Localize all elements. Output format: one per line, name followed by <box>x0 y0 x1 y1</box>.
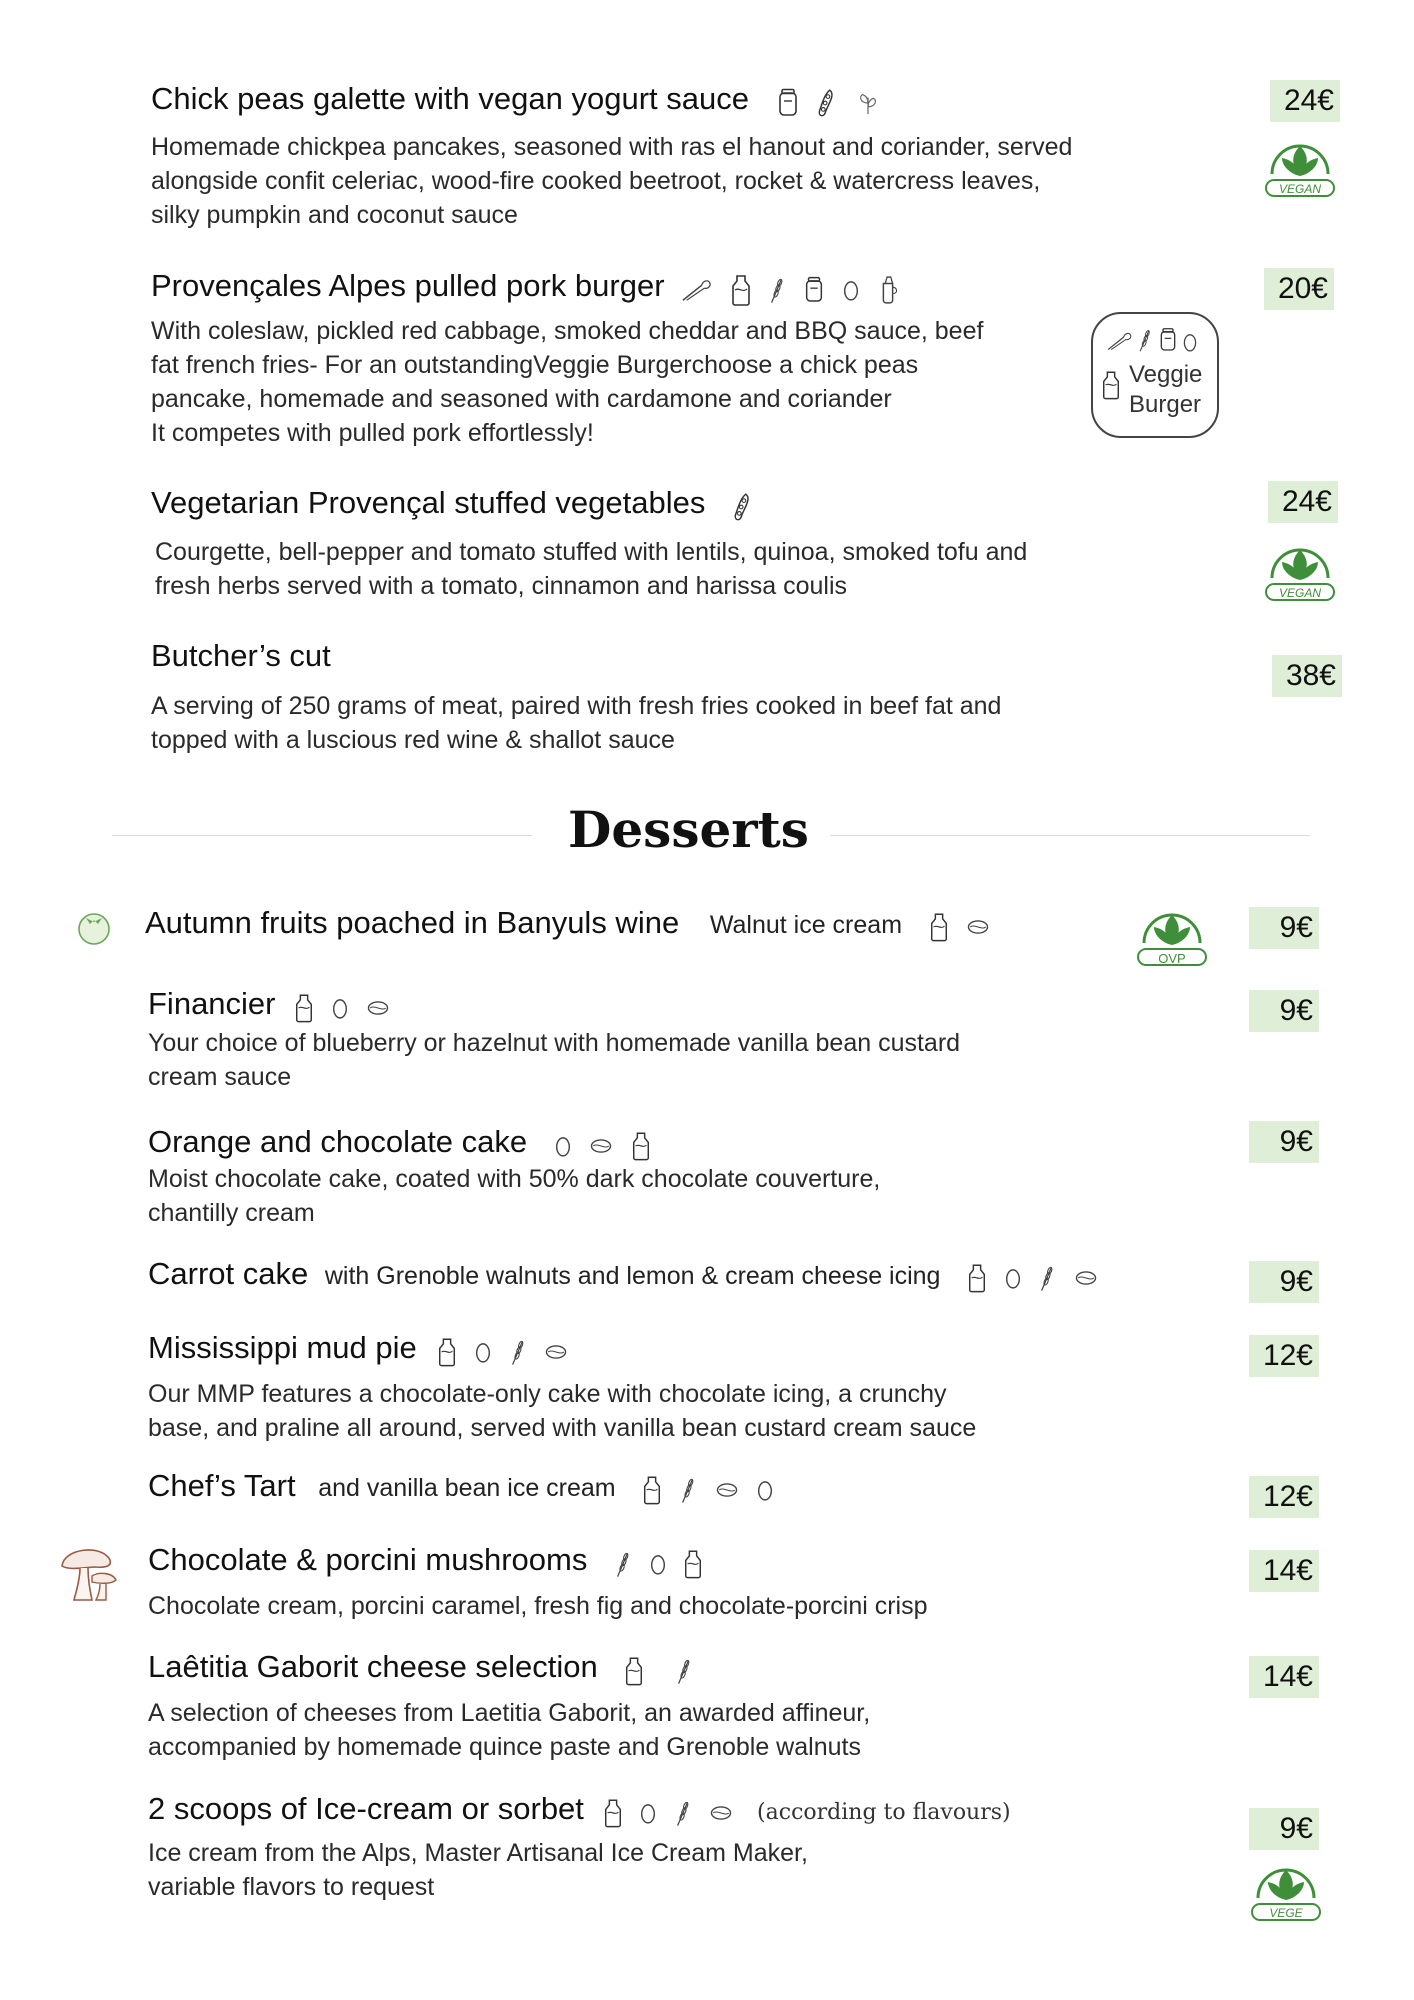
milk-bottle-icon <box>294 993 314 1023</box>
allergen-icons <box>679 269 908 306</box>
vege-badge <box>1248 1860 1324 1924</box>
egg-icon <box>756 1477 774 1503</box>
allergen-icons <box>929 906 1000 943</box>
egg-icon <box>1182 330 1198 354</box>
wheat-icon <box>679 1475 697 1505</box>
veggie-icons <box>1105 326 1198 359</box>
bean-icon <box>816 87 838 119</box>
dessert-title <box>145 904 999 943</box>
dish-description <box>151 689 1001 757</box>
badge-label: VEGAN <box>1278 586 1321 600</box>
jar-icon <box>776 87 800 119</box>
divider-right <box>830 835 1310 836</box>
badge-label: OVP <box>1158 951 1186 966</box>
milk-bottle-icon <box>603 1798 623 1828</box>
milk-bottle-icon <box>1101 370 1121 400</box>
dish-description <box>148 1162 880 1230</box>
price-tag: 14€ <box>1249 1656 1319 1698</box>
egg-icon <box>649 1551 667 1577</box>
flavour-note: (according to flavours) <box>757 1800 1011 1825</box>
dessert-title <box>148 1329 577 1368</box>
dish-title <box>151 637 331 674</box>
milk-bottle-icon <box>730 274 752 306</box>
price-tag: 24€ <box>1268 481 1338 523</box>
veggie-burger-box <box>1091 312 1219 438</box>
mustard-icon <box>876 274 900 306</box>
nut-icon <box>1073 1268 1099 1288</box>
dessert-title <box>148 1648 701 1687</box>
dish-description <box>151 130 1072 232</box>
celery-icon <box>679 276 713 304</box>
dish-extra: with Grenoble walnuts and lemon & cream cheese icing <box>324 1262 941 1290</box>
price-tag: 24€ <box>1270 80 1340 122</box>
divider-left <box>112 835 532 836</box>
dessert-title <box>148 1255 1107 1294</box>
dish-description <box>148 1696 870 1764</box>
allergen-icons <box>642 1469 782 1506</box>
wheat-icon <box>1137 326 1153 354</box>
description-line: A selection of cheeses from Laetitia Gaborit, an awarded affineur, <box>148 1699 871 1727</box>
description-line: pancake, homemade and seasoned with cardamone and coriander <box>151 385 892 413</box>
dessert-title <box>148 1541 711 1580</box>
milk-bottle-icon <box>642 1475 662 1505</box>
dessert-title <box>148 1467 782 1506</box>
description-line: topped with a luscious red wine & shallot sauce <box>151 726 675 754</box>
section-title: Desserts <box>568 800 809 859</box>
dish-name: 2 scoops of Ice-cream or sorbet <box>148 1791 584 1826</box>
dish-extra: and vanilla bean ice cream <box>318 1474 616 1502</box>
badge-label: VEGE <box>1269 1906 1303 1920</box>
dish-title <box>151 484 762 523</box>
allergen-icons <box>967 1257 1107 1294</box>
description-line: Your choice of blueberry or hazelnut with homemade vanilla bean custard <box>148 1029 961 1057</box>
veggie-box-label: Veggie Burger <box>1129 361 1203 418</box>
allergen-icons <box>437 1331 577 1368</box>
dish-name: Chick peas galette with vegan yogurt sauce <box>151 81 749 116</box>
dish-name: Vegetarian Provençal stuffed vegetables <box>151 485 706 520</box>
dish-name: Chef’s Tart <box>148 1468 296 1503</box>
description-line: fresh herbs served with a tomato, cinnamon and harissa coulis <box>155 572 848 600</box>
price-tag: 12€ <box>1249 1335 1319 1377</box>
milk-bottle-icon <box>437 1337 457 1367</box>
price-tag: 9€ <box>1249 907 1319 949</box>
description-line: base, and praline all around, served with vanilla bean custard cream sauce <box>148 1414 977 1442</box>
price-tag: 9€ <box>1249 1261 1319 1303</box>
veggie-burger-highlight: Veggie Burger <box>533 351 692 379</box>
description-line: Our MMP features a chocolate-only cake with chocolate icing, a crunchy <box>148 1380 947 1408</box>
milk-bottle-icon <box>631 1131 651 1161</box>
description-line: Moist chocolate cake, coated with 50% dark chocolate couverture, <box>148 1165 881 1193</box>
dish-name: Carrot cake <box>148 1256 309 1291</box>
nut-icon <box>708 1803 734 1823</box>
dessert-title <box>148 985 399 1024</box>
egg-icon <box>474 1339 492 1365</box>
description-line: Chocolate cream, porcini caramel, fresh fig and chocolate-porcini crisp <box>148 1592 928 1620</box>
wheat-icon <box>674 1798 692 1828</box>
dish-description <box>148 1377 976 1445</box>
egg-icon <box>554 1133 572 1159</box>
dish-name: Laêtitia Gaborit cheese selection <box>148 1649 598 1684</box>
description-line: accompanied by homemade quince paste and Grenoble walnuts <box>148 1733 861 1761</box>
description-line: A serving of 250 grams of meat, paired with fresh fries cooked in beef fat and <box>151 692 1002 720</box>
description-line: variable flavors to request <box>148 1873 435 1901</box>
price-tag: 14€ <box>1249 1550 1319 1592</box>
egg-icon <box>639 1800 657 1826</box>
dish-description <box>148 1836 808 1904</box>
badge-label: VEGAN <box>1278 182 1321 196</box>
allergen-icons <box>732 486 762 523</box>
allergen-icons <box>624 1650 701 1687</box>
allergen-icons <box>294 987 399 1024</box>
description-line: silky pumpkin and coconut sauce <box>151 201 518 229</box>
description-line: alongside confit celeriac, wood-fire cooked beetroot, rocket & watercress leaves, <box>151 167 1041 195</box>
celery-icon <box>1105 328 1133 354</box>
dish-description <box>148 1026 960 1094</box>
nut-icon <box>365 998 391 1018</box>
wheat-icon <box>614 1549 632 1579</box>
dish-name: Chocolate & porcini mushrooms <box>148 1542 588 1577</box>
description-line: Courgette, bell-pepper and tomato stuffed with lentils, quinoa, smoked tofu and <box>155 538 1028 566</box>
allergen-icons <box>614 1543 711 1580</box>
dish-description <box>155 535 1027 603</box>
dish-title <box>151 267 908 306</box>
dish-description <box>151 314 983 450</box>
allergen-icons <box>776 82 889 119</box>
dish-name: Butcher’s cut <box>151 638 331 673</box>
milk-bottle-icon <box>683 1549 703 1579</box>
egg-icon <box>842 277 860 303</box>
milk-bottle-icon <box>929 912 949 942</box>
ovp-badge <box>1134 905 1210 969</box>
dish-name: Financier <box>148 986 276 1021</box>
nut-icon <box>714 1480 740 1500</box>
wheat-icon <box>675 1656 693 1686</box>
milk-bottle-icon <box>967 1263 987 1293</box>
dish-name: Provençales Alpes pulled pork burger <box>151 268 665 303</box>
wheat-icon <box>509 1337 527 1367</box>
description-line: chantilly cream <box>148 1199 315 1227</box>
description-line: It competes with pulled pork effortlessly! <box>151 419 594 447</box>
nut-icon <box>965 917 991 937</box>
description-line: cream sauce <box>148 1063 292 1091</box>
dish-name: Autumn fruits poached in Banyuls wine <box>145 905 680 940</box>
bean-icon <box>732 491 754 523</box>
allergen-icons <box>603 1792 743 1829</box>
dish-name: Orange and chocolate cake <box>148 1124 528 1159</box>
vegan-badge <box>1262 540 1338 604</box>
price-tag: 20€ <box>1264 268 1334 310</box>
wheat-icon <box>1038 1263 1056 1293</box>
description-line: With coleslaw, pickled red cabbage, smoked cheddar and BBQ sauce, beef <box>151 317 984 345</box>
milk-bottle-icon <box>624 1656 644 1686</box>
price-tag: 38€ <box>1272 655 1342 697</box>
dish-extra: Walnut ice cream <box>709 911 903 939</box>
leaf-sprout-icon <box>855 89 881 117</box>
nut-icon <box>588 1136 614 1156</box>
egg-icon <box>1004 1265 1022 1291</box>
allergen-icons <box>554 1125 659 1162</box>
description-line: Homemade chickpea pancakes, seasoned with ras el hanout and coriander, served <box>151 133 1073 161</box>
jar-icon <box>1158 326 1178 354</box>
description-line: Ice cream from the Alps, Master Artisanal Ice Cream Maker, <box>148 1839 808 1867</box>
nut-icon <box>543 1342 569 1362</box>
description-line: fat french fries- For an outstandingVeggie Burgerchoose a chick peas <box>151 351 919 379</box>
price-tag: 9€ <box>1249 1121 1319 1163</box>
vegan-badge <box>1262 136 1338 200</box>
price-tag: 9€ <box>1249 1808 1319 1850</box>
price-tag: 9€ <box>1249 990 1319 1032</box>
mushroom-icon <box>54 1540 124 1606</box>
price-tag: 12€ <box>1249 1476 1319 1518</box>
dish-name: Mississippi mud pie <box>148 1330 417 1365</box>
dessert-title <box>148 1123 659 1162</box>
dessert-title <box>148 1790 1011 1829</box>
jar-icon <box>803 275 825 305</box>
dish-description <box>148 1589 928 1623</box>
tomato-icon <box>74 908 114 946</box>
egg-icon <box>331 995 349 1021</box>
wheat-icon <box>768 275 786 305</box>
dish-title <box>151 80 889 119</box>
